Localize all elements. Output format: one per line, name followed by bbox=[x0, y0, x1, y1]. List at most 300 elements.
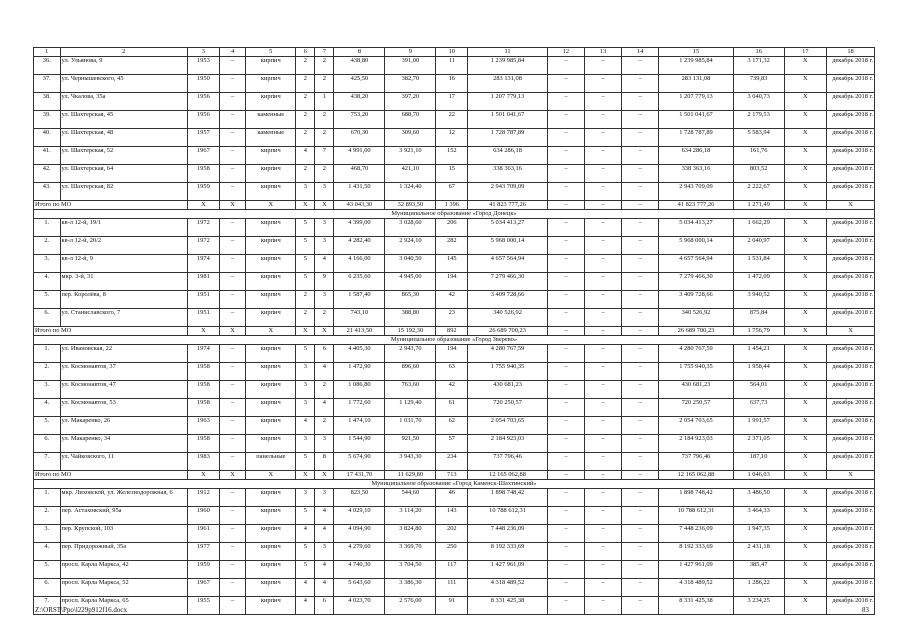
table-cell: 39. bbox=[34, 111, 61, 129]
table-cell: 57 bbox=[436, 435, 468, 453]
table-cell: 421,10 bbox=[385, 165, 436, 183]
total-cell: – bbox=[547, 327, 584, 336]
table-cell: 5 034 413,27 bbox=[468, 219, 548, 237]
table-cell: X bbox=[784, 417, 826, 435]
table-cell: 1 728 787,89 bbox=[659, 129, 733, 147]
table-cell: кирпич bbox=[246, 237, 296, 255]
table-cell: 865,30 bbox=[385, 291, 436, 309]
section-row bbox=[34, 480, 875, 489]
table-row bbox=[34, 597, 875, 615]
table-cell: 803,52 bbox=[733, 165, 784, 183]
table-cell: 36. bbox=[34, 57, 61, 75]
table-cell: 4 657 564,94 bbox=[468, 255, 548, 273]
table-cell: 3 940,52 bbox=[733, 291, 784, 309]
table-cell: – bbox=[585, 381, 622, 399]
column-number: 8 bbox=[334, 48, 385, 57]
total-cell: 713 bbox=[436, 471, 468, 480]
table-cell: 283 131,08 bbox=[659, 75, 733, 93]
table-row bbox=[34, 561, 875, 579]
table-cell: 6. bbox=[34, 309, 61, 327]
total-cell: X bbox=[827, 201, 875, 210]
table-cell: X bbox=[784, 363, 826, 381]
table-cell: – bbox=[219, 75, 246, 93]
table-cell: декабрь 2018 г. bbox=[827, 561, 875, 579]
table-cell: 1 286,22 bbox=[733, 579, 784, 597]
table-cell: – bbox=[219, 507, 246, 525]
table-cell: – bbox=[219, 489, 246, 507]
table-row bbox=[34, 543, 875, 561]
table-cell: – bbox=[547, 309, 584, 327]
table-cell: 1 501 041,67 bbox=[659, 111, 733, 129]
table-cell: 2 bbox=[315, 309, 334, 327]
table-row bbox=[34, 579, 875, 597]
table-cell: декабрь 2018 г. bbox=[827, 129, 875, 147]
table-cell: 161,76 bbox=[733, 147, 784, 165]
table-cell: 2 054 703,65 bbox=[468, 417, 548, 435]
table-cell: 3 171,32 bbox=[733, 57, 784, 75]
table-cell: 1 031,70 bbox=[385, 417, 436, 435]
table-cell: – bbox=[219, 417, 246, 435]
table-cell: 3. bbox=[34, 255, 61, 273]
table-cell: 42 bbox=[436, 291, 468, 309]
table-cell: 5 643,60 bbox=[334, 579, 385, 597]
table-cell: 340 526,92 bbox=[659, 309, 733, 327]
table-cell: 1 544,90 bbox=[334, 435, 385, 453]
table-cell: 152 bbox=[436, 147, 468, 165]
table-cell: кирпич bbox=[246, 93, 296, 111]
table-cell: 1951 bbox=[187, 291, 219, 309]
table-cell: – bbox=[622, 57, 659, 75]
table-cell: 4 279,60 bbox=[334, 543, 385, 561]
table-cell: – bbox=[547, 345, 584, 363]
column-number: 2 bbox=[60, 48, 187, 57]
table-cell: X bbox=[784, 561, 826, 579]
table-cell: – bbox=[585, 399, 622, 417]
table-cell: 2 bbox=[296, 129, 315, 147]
table-cell: – bbox=[547, 111, 584, 129]
table-cell: ул. Космонавтов, 47 bbox=[60, 381, 187, 399]
total-cell: X bbox=[296, 201, 315, 210]
table-cell: 2 bbox=[315, 75, 334, 93]
table-cell: 1953 bbox=[187, 57, 219, 75]
table-row bbox=[34, 273, 875, 291]
table-cell: 5 bbox=[296, 219, 315, 237]
table-cell: – bbox=[585, 561, 622, 579]
total-cell: 32 893,50 bbox=[385, 201, 436, 210]
table-cell: – bbox=[219, 129, 246, 147]
table-cell: 1950 bbox=[187, 75, 219, 93]
table-cell: – bbox=[622, 165, 659, 183]
table-cell: 1 898 748,42 bbox=[659, 489, 733, 507]
table-cell: 3 bbox=[296, 363, 315, 381]
table-cell: – bbox=[547, 147, 584, 165]
table-cell: – bbox=[547, 129, 584, 147]
table-cell: мкр. 3-й, 31 bbox=[60, 273, 187, 291]
table-cell: – bbox=[622, 399, 659, 417]
table-cell: 250 bbox=[436, 543, 468, 561]
table-cell: – bbox=[219, 435, 246, 453]
total-cell: X bbox=[827, 327, 875, 336]
total-cell: 12 165 062,88 bbox=[468, 471, 548, 480]
table-cell: – bbox=[219, 255, 246, 273]
table-cell: 5 968 000,14 bbox=[659, 237, 733, 255]
table-cell: – bbox=[585, 93, 622, 111]
table-cell: – bbox=[622, 435, 659, 453]
table-cell: 8 192 333,69 bbox=[468, 543, 548, 561]
table-cell: декабрь 2018 г. bbox=[827, 345, 875, 363]
table-cell: 544,60 bbox=[385, 489, 436, 507]
table-row bbox=[34, 183, 875, 201]
table-cell: 1 531,84 bbox=[733, 255, 784, 273]
table-cell: 634 286,18 bbox=[468, 147, 548, 165]
table-cell: 2 576,00 bbox=[385, 597, 436, 615]
table-cell: кирпич bbox=[246, 399, 296, 417]
table-cell: 42 bbox=[436, 381, 468, 399]
table-cell: 3 028,60 bbox=[385, 219, 436, 237]
table-cell: 5 034 413,27 bbox=[659, 219, 733, 237]
table-cell: декабрь 2018 г. bbox=[827, 417, 875, 435]
table-cell: 22 bbox=[436, 111, 468, 129]
table-cell: 1 755 940,35 bbox=[659, 363, 733, 381]
column-number: 5 bbox=[246, 48, 296, 57]
table-cell: кирпич bbox=[246, 543, 296, 561]
table-cell: 2 924,10 bbox=[385, 237, 436, 255]
table-cell: декабрь 2018 г. bbox=[827, 507, 875, 525]
table-cell: – bbox=[547, 435, 584, 453]
table-cell: – bbox=[585, 345, 622, 363]
table-row bbox=[34, 57, 875, 75]
table-row bbox=[34, 507, 875, 525]
table-cell: – bbox=[219, 237, 246, 255]
table-row bbox=[34, 111, 875, 129]
table-cell: 3 369,70 bbox=[385, 543, 436, 561]
table-cell: кирпич bbox=[246, 579, 296, 597]
table-cell: 3 bbox=[296, 489, 315, 507]
table-cell: – bbox=[622, 507, 659, 525]
table-cell: X bbox=[784, 129, 826, 147]
table-cell: – bbox=[219, 561, 246, 579]
table-cell: – bbox=[219, 597, 246, 615]
table-cell: – bbox=[585, 309, 622, 327]
table-cell: 338 363,16 bbox=[468, 165, 548, 183]
table-cell: декабрь 2018 г. bbox=[827, 453, 875, 471]
table-cell: 6. bbox=[34, 579, 61, 597]
table-cell: 1977 bbox=[187, 543, 219, 561]
table-cell: 4 280 767,59 bbox=[659, 345, 733, 363]
table-cell: – bbox=[219, 345, 246, 363]
table-cell: 17 bbox=[436, 93, 468, 111]
table-cell: 1 431,50 bbox=[334, 183, 385, 201]
table-cell: – bbox=[622, 273, 659, 291]
table-row bbox=[34, 237, 875, 255]
table-cell: 3 bbox=[296, 381, 315, 399]
table-cell: декабрь 2018 г. bbox=[827, 273, 875, 291]
table-cell: кв-л 12-й, 20/2 bbox=[60, 237, 187, 255]
table-cell: 720 250,57 bbox=[468, 399, 548, 417]
table-cell: декабрь 2018 г. bbox=[827, 363, 875, 381]
table-cell: 875,84 bbox=[733, 309, 784, 327]
table-cell: 194 bbox=[436, 273, 468, 291]
table-cell: 1 239 985,84 bbox=[659, 57, 733, 75]
table-cell: – bbox=[547, 381, 584, 399]
table-cell: 187,10 bbox=[733, 453, 784, 471]
table-cell: 4 945,00 bbox=[385, 273, 436, 291]
table-cell: 430 681,23 bbox=[468, 381, 548, 399]
table-cell: декабрь 2018 г. bbox=[827, 309, 875, 327]
table-cell: – bbox=[622, 147, 659, 165]
table-cell: 1967 bbox=[187, 147, 219, 165]
table-cell: ул. Чкалова, 35а bbox=[60, 93, 187, 111]
table-cell: X bbox=[784, 399, 826, 417]
table-cell: 37. bbox=[34, 75, 61, 93]
total-cell: Итого по МО bbox=[34, 327, 188, 336]
table-cell: – bbox=[219, 273, 246, 291]
table-cell: пер. Астаховский, 95а bbox=[60, 507, 187, 525]
table-cell: кирпич bbox=[246, 345, 296, 363]
table-cell: 1 472,09 bbox=[733, 273, 784, 291]
table-cell: 1959 bbox=[187, 183, 219, 201]
table-cell: 637,73 bbox=[733, 399, 784, 417]
table-cell: 3 921,10 bbox=[385, 147, 436, 165]
table-cell: 1963 bbox=[187, 417, 219, 435]
total-cell: X bbox=[315, 471, 334, 480]
table-cell: – bbox=[622, 363, 659, 381]
table-cell: 3 943,30 bbox=[385, 453, 436, 471]
table-cell: 6 bbox=[315, 345, 334, 363]
table-cell: 143 bbox=[436, 507, 468, 525]
table-cell: 8 192 333,69 bbox=[659, 543, 733, 561]
column-number: 13 bbox=[585, 48, 622, 57]
total-cell: 1 046,03 bbox=[733, 471, 784, 480]
table-cell: 1 772,60 bbox=[334, 399, 385, 417]
table-cell: 3 464,33 bbox=[733, 507, 784, 525]
table-cell: 42. bbox=[34, 165, 61, 183]
total-cell: X bbox=[187, 327, 219, 336]
table-cell: 4 023,70 bbox=[334, 597, 385, 615]
table-cell: ул. Шахтерская, 64 bbox=[60, 165, 187, 183]
table-cell: – bbox=[547, 219, 584, 237]
total-cell: 1 756,79 bbox=[733, 327, 784, 336]
table-cell: 1983 bbox=[187, 453, 219, 471]
table-cell: декабрь 2018 г. bbox=[827, 183, 875, 201]
table-cell: декабрь 2018 г. bbox=[827, 93, 875, 111]
table-cell: 1955 bbox=[187, 597, 219, 615]
table-cell: пер. Крупской, 103 bbox=[60, 525, 187, 543]
table-cell: 16 bbox=[436, 75, 468, 93]
table-cell: – bbox=[585, 75, 622, 93]
table-cell: 8 331 425,38 bbox=[468, 597, 548, 615]
column-number: 17 bbox=[784, 48, 826, 57]
table-cell: 206 bbox=[436, 219, 468, 237]
column-number: 7 bbox=[315, 48, 334, 57]
table-cell: декабрь 2018 г. bbox=[827, 399, 875, 417]
table-cell: 4 bbox=[296, 147, 315, 165]
table-cell: кирпич bbox=[246, 147, 296, 165]
total-cell: – bbox=[622, 327, 659, 336]
table-cell: 1959 bbox=[187, 561, 219, 579]
table-cell: – bbox=[219, 525, 246, 543]
table-cell: кирпич bbox=[246, 309, 296, 327]
table-cell: 11 bbox=[436, 57, 468, 75]
table-cell: 1 755 940,35 bbox=[468, 363, 548, 381]
total-cell: Итого по МО bbox=[34, 201, 188, 210]
table-cell: ул. Космонавтов, 37 bbox=[60, 363, 187, 381]
table-cell: 2 bbox=[296, 309, 315, 327]
table-cell: панельные bbox=[246, 453, 296, 471]
table-cell: 5. bbox=[34, 291, 61, 309]
table-cell: X bbox=[784, 165, 826, 183]
table-cell: 382,70 bbox=[385, 75, 436, 93]
table-cell: 2 bbox=[296, 111, 315, 129]
total-cell: 11 629,80 bbox=[385, 471, 436, 480]
table-cell: кирпич bbox=[246, 183, 296, 201]
table-cell: 4 bbox=[315, 579, 334, 597]
table-cell: 7 448 236,09 bbox=[659, 525, 733, 543]
table-cell: ул. Космонавтов, 53 bbox=[60, 399, 187, 417]
table-cell: 1 472,90 bbox=[334, 363, 385, 381]
total-row bbox=[34, 471, 875, 480]
total-cell: 21 413,50 bbox=[334, 327, 385, 336]
table-cell: 10 788 612,31 bbox=[659, 507, 733, 525]
table-cell: кирпич bbox=[246, 255, 296, 273]
table-cell: 4 318 489,52 bbox=[659, 579, 733, 597]
table-cell: – bbox=[219, 453, 246, 471]
total-cell: X bbox=[296, 471, 315, 480]
total-cell: X bbox=[784, 201, 826, 210]
total-cell: X bbox=[187, 201, 219, 210]
table-cell: 7 448 236,09 bbox=[468, 525, 548, 543]
table-cell: ул. Ульянова, 9 bbox=[60, 57, 187, 75]
table-cell: 5 bbox=[296, 273, 315, 291]
table-cell: 234 bbox=[436, 453, 468, 471]
table-cell: 1 587,40 bbox=[334, 291, 385, 309]
table-cell: 4 991,00 bbox=[334, 147, 385, 165]
table-cell: – bbox=[547, 453, 584, 471]
column-number: 4 bbox=[219, 48, 246, 57]
table-cell: 4 029,10 bbox=[334, 507, 385, 525]
table-cell: 1. bbox=[34, 345, 61, 363]
table-cell: 5 bbox=[296, 543, 315, 561]
total-cell: 1 396 bbox=[436, 201, 468, 210]
table-cell: 3 386,30 bbox=[385, 579, 436, 597]
table-cell: 3 bbox=[315, 435, 334, 453]
table-cell: каменные bbox=[246, 129, 296, 147]
table-cell: ул. Шахтерская, 52 bbox=[60, 147, 187, 165]
table-cell: – bbox=[585, 507, 622, 525]
table-cell: декабрь 2018 г. bbox=[827, 381, 875, 399]
table-cell: 61 bbox=[436, 399, 468, 417]
table-cell: 4 bbox=[296, 525, 315, 543]
table-cell: 3 486,50 bbox=[733, 489, 784, 507]
table-cell: – bbox=[622, 381, 659, 399]
table-cell: 1 427 961,09 bbox=[659, 561, 733, 579]
table-cell: декабрь 2018 г. bbox=[827, 219, 875, 237]
table-cell: 3 bbox=[315, 237, 334, 255]
table-cell: – bbox=[585, 597, 622, 615]
table-cell: – bbox=[219, 309, 246, 327]
table-cell: декабрь 2018 г. bbox=[827, 525, 875, 543]
table-cell: 6 bbox=[315, 597, 334, 615]
table-cell: 4 657 564,94 bbox=[659, 255, 733, 273]
table-cell: 1 662,29 bbox=[733, 219, 784, 237]
table-cell: кирпич bbox=[246, 489, 296, 507]
table-cell: – bbox=[622, 417, 659, 435]
table-row bbox=[34, 489, 875, 507]
table-cell: X bbox=[784, 579, 826, 597]
table-cell: декабрь 2018 г. bbox=[827, 75, 875, 93]
total-row bbox=[34, 327, 875, 336]
table-cell: X bbox=[784, 255, 826, 273]
table-cell: кирпич bbox=[246, 219, 296, 237]
table-cell: декабрь 2018 г. bbox=[827, 165, 875, 183]
table-cell: – bbox=[585, 489, 622, 507]
table-cell: 1958 bbox=[187, 399, 219, 417]
table-cell: – bbox=[219, 93, 246, 111]
table-cell: – bbox=[585, 147, 622, 165]
table-cell: – bbox=[585, 219, 622, 237]
table-cell: – bbox=[585, 435, 622, 453]
total-cell: – bbox=[585, 327, 622, 336]
total-cell: X bbox=[827, 471, 875, 480]
table-row bbox=[34, 453, 875, 471]
table-cell: 3 bbox=[296, 399, 315, 417]
table-cell: 425,50 bbox=[334, 75, 385, 93]
table-cell: 6. bbox=[34, 435, 61, 453]
section-row bbox=[34, 336, 875, 345]
table-cell: кирпич bbox=[246, 165, 296, 183]
table-cell: 2 bbox=[315, 57, 334, 75]
table-cell: – bbox=[585, 291, 622, 309]
table-cell: 5 bbox=[296, 255, 315, 273]
section-row bbox=[34, 210, 875, 219]
table-cell: кирпич bbox=[246, 507, 296, 525]
table-cell: X bbox=[784, 291, 826, 309]
table-cell: 5 bbox=[296, 345, 315, 363]
table-cell: – bbox=[547, 399, 584, 417]
total-cell: 43 043,30 bbox=[334, 201, 385, 210]
table-cell: 7. bbox=[34, 597, 61, 615]
table-cell: 5 bbox=[296, 507, 315, 525]
table-cell: 430 681,23 bbox=[659, 381, 733, 399]
table-cell: 388,80 bbox=[385, 309, 436, 327]
table-cell: декабрь 2018 г. bbox=[827, 147, 875, 165]
table-cell: X bbox=[784, 237, 826, 255]
table-cell: 91 bbox=[436, 597, 468, 615]
table-cell: – bbox=[622, 345, 659, 363]
table-cell: 46 bbox=[436, 489, 468, 507]
file-path: Z:\ORST\Ppo\l229p912f16.docx bbox=[35, 606, 127, 614]
table-cell: 41. bbox=[34, 147, 61, 165]
table-cell: – bbox=[219, 291, 246, 309]
table-cell: 9 bbox=[315, 273, 334, 291]
table-cell: 1 427 961,09 bbox=[468, 561, 548, 579]
table-cell: 3 234,25 bbox=[733, 597, 784, 615]
table-cell: 3 bbox=[315, 543, 334, 561]
total-cell: – bbox=[622, 471, 659, 480]
table-cell: – bbox=[585, 579, 622, 597]
total-cell: 26 689 700,23 bbox=[659, 327, 733, 336]
table-cell: 823,50 bbox=[334, 489, 385, 507]
data-table bbox=[33, 47, 875, 615]
table-cell: X bbox=[784, 345, 826, 363]
table-cell: 5 bbox=[296, 561, 315, 579]
total-cell: 892 bbox=[436, 327, 468, 336]
total-cell: 15 192,30 bbox=[385, 327, 436, 336]
table-cell: 43. bbox=[34, 183, 61, 201]
table-cell: ул. Ивановская, 22 bbox=[60, 345, 187, 363]
table-cell: 1 239 985,84 bbox=[468, 57, 548, 75]
table-cell: – bbox=[585, 165, 622, 183]
